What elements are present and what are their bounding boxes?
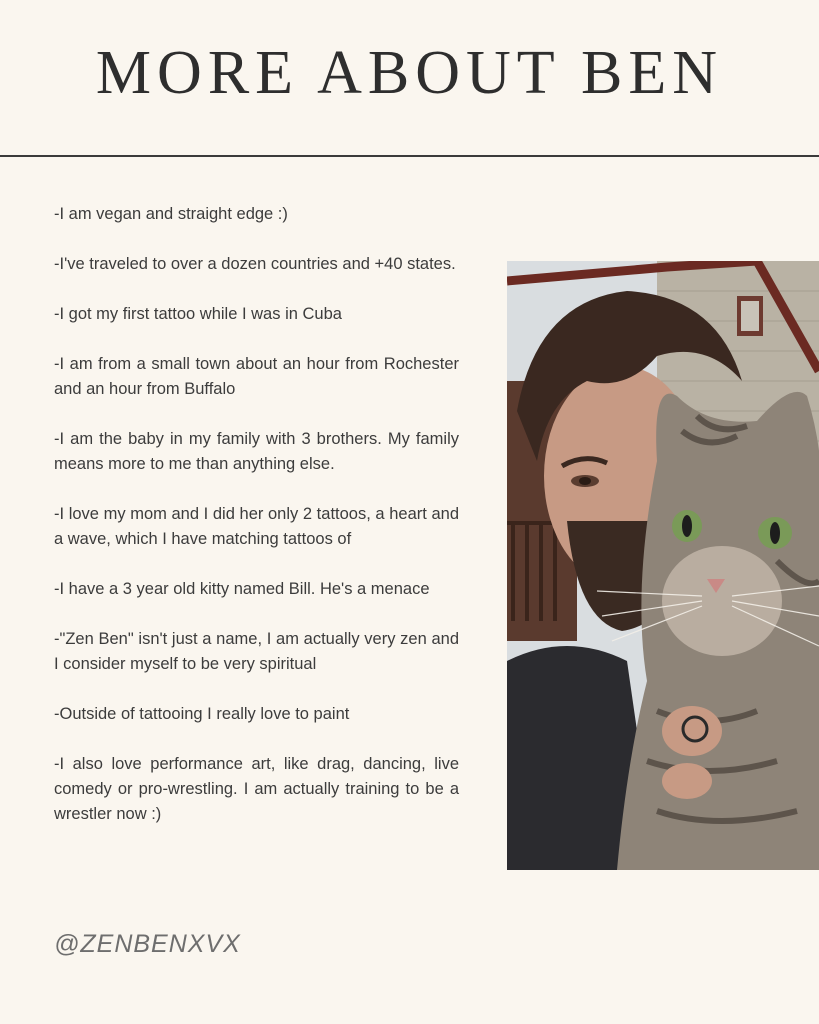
bio-item: -I have a 3 year old kitty named Bill. He's a menace — [54, 580, 430, 598]
bio-item: -I got my first tattoo while I was in Cuba — [54, 305, 342, 323]
bio-item: -I am vegan and straight edge :) — [54, 205, 288, 223]
bio-list — [54, 202, 459, 852]
bio-item: -"Zen Ben" isn't just a name, I am actually very zen and I consider myself to be very spiritual — [54, 630, 459, 673]
social-handle: @ZENBENXVX — [54, 930, 241, 958]
bio-item: -I am from a small town about an hour from Rochester and an hour from Buffalo — [54, 355, 459, 398]
title-divider — [0, 155, 819, 157]
bio-item: -I also love performance art, like drag, dancing, live comedy or pro-wrestling. I am actually training to be a wrestler now :) — [54, 755, 459, 823]
portrait-photo — [507, 261, 819, 870]
bio-item: -Outside of tattooing I really love to paint — [54, 705, 350, 723]
page-title: MORE ABOUT BEN — [95, 39, 724, 107]
bio-item: -I love my mom and I did her only 2 tattoos, a heart and a wave, which I have matching tattoos of — [54, 505, 459, 548]
bio-item: -I am the baby in my family with 3 brothers. My family means more to me than anything else. — [54, 430, 459, 473]
bio-item: -I've traveled to over a dozen countries and +40 states. — [54, 255, 456, 273]
